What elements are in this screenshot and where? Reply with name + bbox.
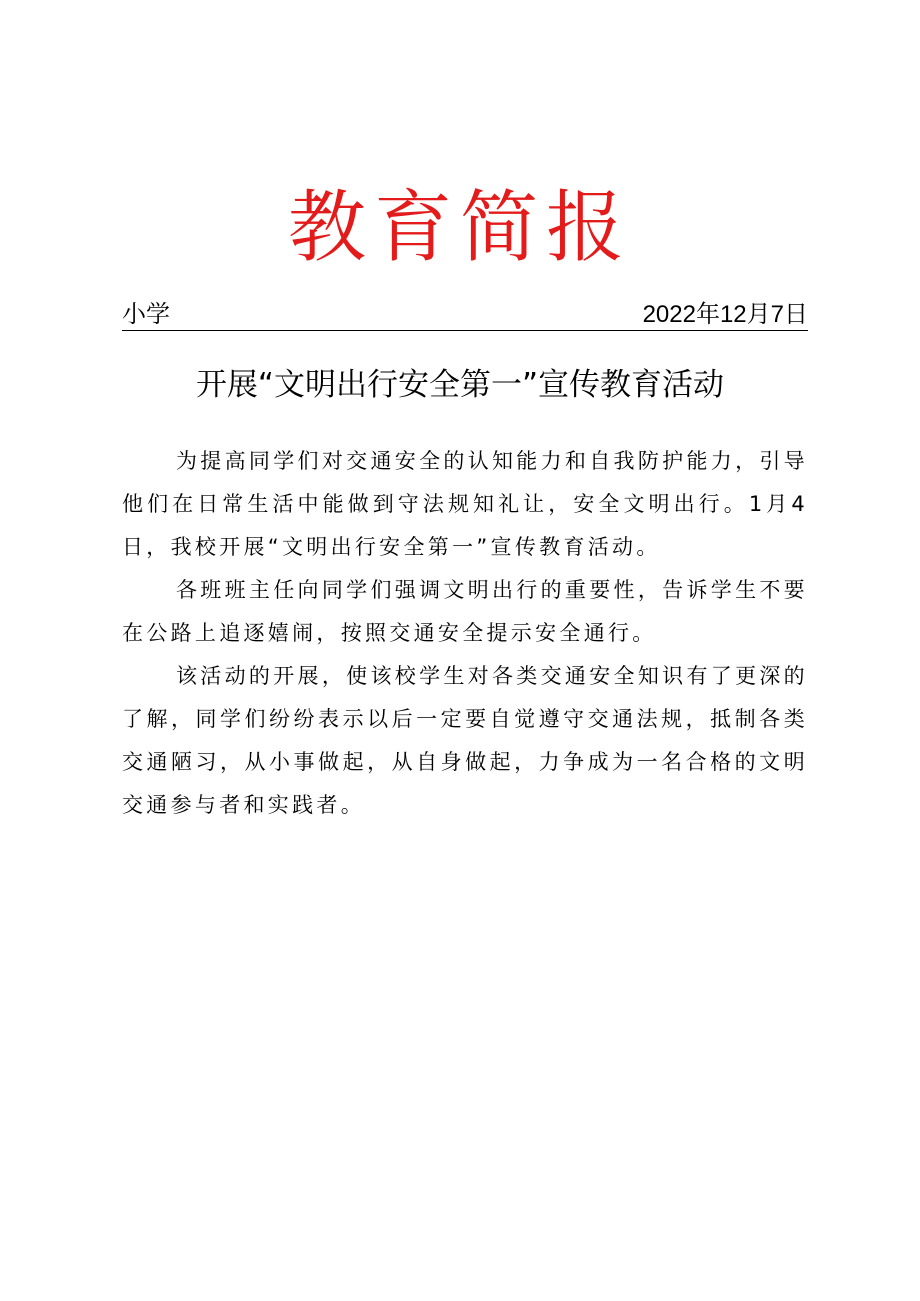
article-headline: 开展“文明出行安全第一”宣传教育活动 (195, 367, 725, 403)
newsletter-masthead: 教育简报 (287, 183, 632, 273)
article-body (122, 440, 808, 827)
issue-date: 2022年12月7日 (642, 301, 808, 328)
article-paragraph: 该活动的开展，使该校学生对各类交通安全知识有了更深的了解，同学们纷纷表示以后一定要自觉遵守交通法规，抵制各类交通陋习，从小事做起，从自身做起，力争成为一名合格的文明交通参与者和实践者。 (122, 664, 808, 817)
dateline (122, 300, 808, 331)
school-name: 小学 (122, 301, 170, 328)
article-paragraph: 各班班主任向同学们强调文明出行的重要性，告诉学生不要在公路上追逐嬉闹，按照交通安全提示安全通行。 (122, 578, 808, 645)
article-paragraph: 为提高同学们对交通安全的认知能力和自我防护能力，引导他们在日常生活中能做到守法规知礼让，安全文明出行。1月4日，我校开展“文明出行安全第一”宣传教育活动。 (122, 449, 808, 559)
